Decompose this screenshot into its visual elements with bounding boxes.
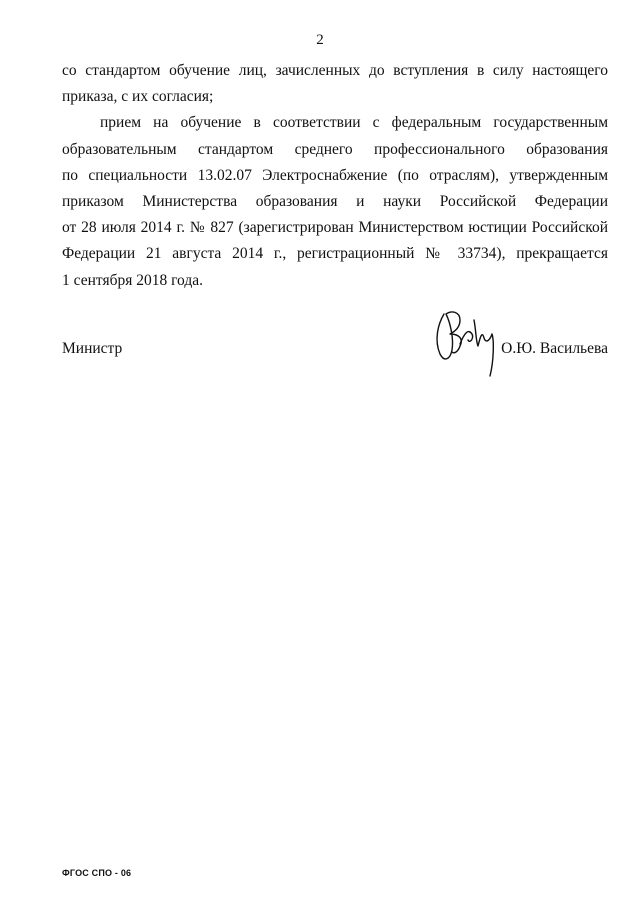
signature-row	[62, 340, 608, 370]
text-line: прием на обучение в соответствии с федеральным государственным	[100, 114, 608, 132]
page-number: 2	[316, 32, 324, 48]
signatory-title: Министр	[62, 340, 123, 357]
text-line: Федерации 21 августа 2014 г., регистрационный № 33734), прекращается	[62, 245, 608, 263]
text-line: по специальности 13.02.07 Электроснабжение (по отраслям), утвержденным	[62, 166, 608, 184]
paragraph-1	[62, 58, 608, 110]
text-line: со стандартом обучение лиц, зачисленных до вступления в силу настоящего	[62, 62, 608, 79]
text-line: приказа, с их согласия;	[62, 88, 214, 106]
document-body	[62, 58, 608, 294]
text-line: образовательным стандартом среднего профессионального образования	[62, 140, 608, 158]
text-line: от 28 июля 2014 г. № 827 (зарегистрирован Министерством юстиции Российской	[62, 219, 608, 237]
footer-code: ФГОС СПО - 06	[62, 868, 132, 878]
text-line: приказом Министерства образования и науки Российской Федерации	[62, 193, 608, 211]
paragraph-2	[62, 110, 608, 293]
signatory-name: О.Ю. Васильева	[501, 340, 608, 357]
text-line: 1 сентября 2018 года.	[62, 271, 203, 289]
